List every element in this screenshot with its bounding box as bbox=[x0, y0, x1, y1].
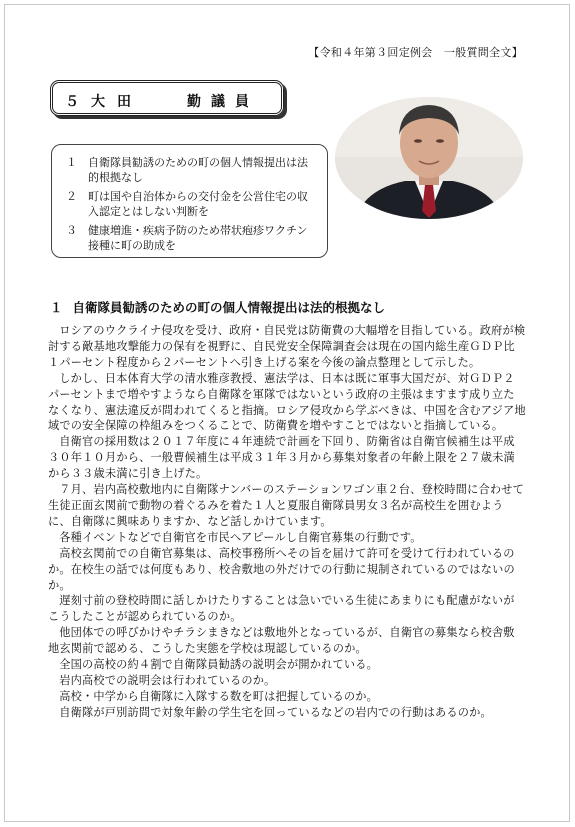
body-text bbox=[48, 323, 526, 721]
topic-text: 自衛隊員勧誘のための町の個人情報提出は法的根拠なし bbox=[88, 156, 308, 184]
body-paragraph: 遅刻寸前の登校時間に話しかけたりすることは急いでいる生徒にあまりにも配慮がないがこうしたことが認められているのか。 bbox=[48, 594, 515, 624]
body-paragraph: 高校・中学から自衛隊に入隊する数を町は把握しているのか。 bbox=[59, 689, 379, 703]
body-paragraph: 自衛官の採用数は２０１７年度に４年連続で計画を下回り、防衛省は自衛官候補生は平成３０年１０月から、一般曹候補生は平成３１年３月から募集対象者の年齢上限を２７歳未満から３３歳未満に引き上げた。 bbox=[48, 435, 515, 481]
body-paragraph: 自衛隊が戸別訪問で対象年齢の学生宅を回っているなどの岩内での行動はあるのか。 bbox=[59, 705, 492, 719]
body-paragraph: 他団体での呼びかけやチラシまきなどは敷地外となっているが、自衛官の募集なら校舎敷地玄関前で認める、こうした実態を学校は現認しているのか。 bbox=[48, 626, 515, 656]
speaker-name: 大田 bbox=[91, 94, 143, 110]
section-number: １ bbox=[50, 300, 63, 315]
topic-item bbox=[66, 155, 316, 185]
speaker-number: ５ bbox=[65, 94, 79, 110]
session-header: 【令和４年第３回定例会 一般質問全文】 bbox=[308, 46, 523, 59]
body-paragraph: 各種イベントなどで自衛官を市民へアピールし自衛官募集の行動です。 bbox=[59, 530, 422, 544]
topic-text: 健康増進・疾病予防のため帯状疱疹ワクチン接種に町の助成を bbox=[88, 224, 308, 252]
topic-item bbox=[66, 189, 316, 219]
body-paragraph: ７月、岩内高校敷地内に自衛隊ナンバーのステーションワゴン車２台、登校時間に合わせて生徒正面玄関前で動物の着ぐるみを着た１人と夏服自衛隊員男女３名が高校生を囲むように、自衛隊に興味ありますか、など話しかけています。 bbox=[48, 483, 525, 528]
speaker-photo bbox=[335, 97, 523, 219]
topic-item bbox=[66, 223, 316, 253]
topic-number: １ bbox=[66, 156, 77, 169]
speaker-role: 勤議員 bbox=[187, 94, 259, 110]
body-paragraph: ロシアのウクライナ侵攻を受け、政府・自民党は防衛費の大幅増を目指している。政府が検討する敵基地攻撃能力の保有を視野に、自民党安全保障調査会は現在の国内総生産ＧＤＰ比１パーセント程度から２パーセントへ引き上げる案を今後の論点整理として示した。 bbox=[48, 324, 526, 369]
body-paragraph: 全国の高校の約４割で自衛隊員勧誘の説明会が開かれている。 bbox=[59, 658, 379, 672]
question-topics-box bbox=[51, 144, 328, 258]
topic-number: ２ bbox=[66, 190, 77, 203]
topic-text: 町は国や自治体からの交付金を公営住宅の収入認定とはしない判断を bbox=[88, 190, 308, 218]
body-paragraph: 岩内高校での説明会は行われているのか。 bbox=[59, 673, 276, 687]
speaker-title-box bbox=[50, 80, 284, 116]
body-paragraph: しかし、日本体育大学の清水雅彦教授、憲法学は、日本は既に軍事大国だが、対ＧＤＰ２パーセントまで増やすようなら自衛隊を軍隊ではないという政府の主張はますます成り立たなくなり、憲法違反が問われてくると指摘。ロシア侵攻から学ぶべきは、中国を含むアジア地域での安全保障の枠組みをつくることで、防衛費を増やすことではないと指摘している。 bbox=[48, 371, 526, 433]
speaker-portrait-image bbox=[335, 97, 523, 219]
topic-number: ３ bbox=[66, 224, 77, 237]
body-paragraph: 高校玄関前での自衛官募集は、高校事務所へその旨を届けて許可を受けて行われているのか。在校生の話では何度もあり、校舎敷地の外だけでの行動に規制されているのではないのか。 bbox=[48, 546, 515, 592]
section-title: 自衛隊員勧誘のための町の個人情報提出は法的根拠なし bbox=[72, 300, 386, 315]
section-heading bbox=[50, 298, 520, 316]
